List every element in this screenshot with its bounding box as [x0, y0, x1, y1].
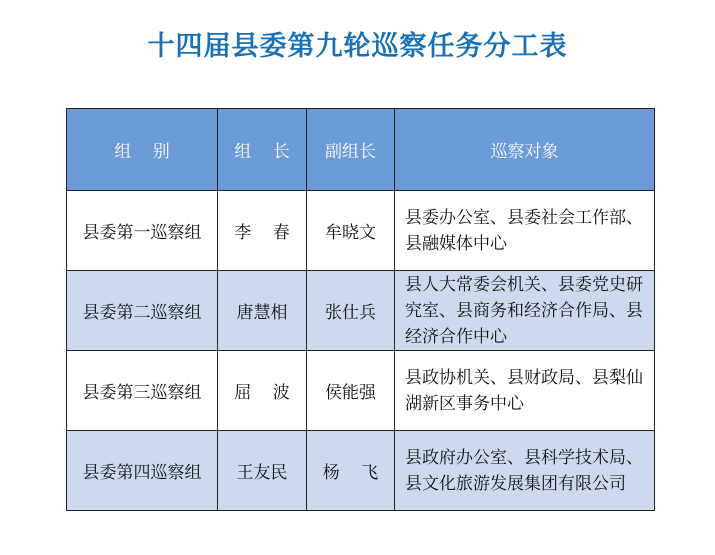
- cell-deputy: 牟晓文: [307, 191, 395, 271]
- header-target: 巡察对象: [395, 109, 655, 191]
- header-group: 组 别: [67, 109, 218, 191]
- cell-deputy: 侯能强: [307, 351, 395, 431]
- page-title: 十四届县委第九轮巡察任务分工表: [147, 31, 568, 62]
- cell-deputy: 张仕兵: [307, 271, 395, 351]
- cell-leader: 唐慧相: [218, 271, 307, 351]
- cell-target: 县政协机关、县财政局、县梨仙湖新区事务中心: [395, 351, 655, 431]
- header-leader: 组 长: [218, 109, 307, 191]
- cell-target: 县政府办公室、县科学技术局、县文化旅游发展集团有限公司: [395, 431, 655, 511]
- table-row: [67, 271, 655, 351]
- cell-deputy: 杨 飞: [307, 431, 395, 511]
- table-row: [67, 351, 655, 431]
- cell-group: 县委第四巡察组: [67, 431, 218, 511]
- cell-group: 县委第一巡察组: [67, 191, 218, 271]
- cell-group: 县委第三巡察组: [67, 351, 218, 431]
- cell-leader: 李 春: [218, 191, 307, 271]
- cell-leader: 王友民: [218, 431, 307, 511]
- cell-group: 县委第二巡察组: [67, 271, 218, 351]
- cell-target: 县委办公室、县委社会工作部、县融媒体中心: [395, 191, 655, 271]
- cell-leader: 屈 波: [218, 351, 307, 431]
- header-deputy: 副组长: [307, 109, 395, 191]
- table-header-row: [67, 109, 655, 191]
- inspection-task-table: [66, 108, 655, 511]
- table-row: [67, 191, 655, 271]
- table-row: [67, 431, 655, 511]
- cell-target: 县人大常委会机关、县委党史研究室、县商务和经济合作局、县经济合作中心: [395, 271, 655, 351]
